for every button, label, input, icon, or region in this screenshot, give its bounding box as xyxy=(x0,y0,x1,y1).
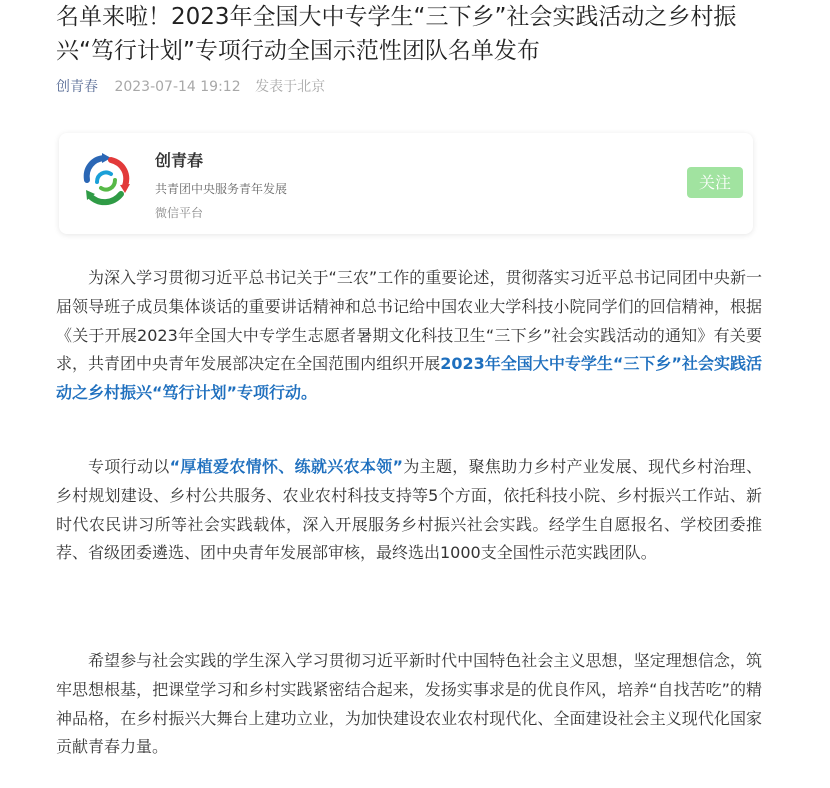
account-card[interactable] xyxy=(59,133,753,234)
follow-button[interactable]: 关注 xyxy=(687,167,743,198)
paragraph-2-before: 专项行动以 xyxy=(88,457,170,476)
author-link[interactable]: 创青春 xyxy=(56,79,98,95)
account-description: 共青团中央服务青年发展 xyxy=(155,182,288,196)
article-title: 名单来啦！2023年全国大中专学生“三下乡”社会实践活动之乡村振兴“笃行计划”专项行动全国示范性团队名单发布 xyxy=(56,4,737,64)
publish-time: 2023-07-14 19:12 xyxy=(114,79,241,95)
publish-location: 发表于北京 xyxy=(255,79,326,95)
paragraph-1-highlight: 2023年全国大中专学生“三下乡”社会实践活动之乡村振兴“笃行计划”专项行动。 xyxy=(56,354,762,403)
paragraph-1-text: 为深入学习贯彻习近平总书记关于“三农”工作的重要论述，贯彻落实习近平总书记同团中央新一届领导班子成员集体谈话的重要讲话精神和总书记给中国农业大学科技小院同学们的回信精神，根据《关于开展2023年全国大中专学生志愿者暑期文化科技卫生“三下乡”社会实践活动的通知》有关要求，共青团中央青年发展部决定在全国范围内组织开展 xyxy=(56,268,762,374)
paragraph-1 xyxy=(56,264,762,408)
article-meta xyxy=(56,77,325,97)
paragraph-2-highlight: “厚植爱农情怀、练就兴农本领” xyxy=(169,457,404,476)
paragraph-2-after: 为主题，聚焦助力乡村产业发展、现代乡村治理、乡村规划建设、乡村公共服务、农业农村科技支持等5个方面，依托科技小院、乡村振兴工作站、新时代农民讲习所等社会实践载体，深入开展服务乡村振兴社会实践。经学生自愿报名、学校团委推荐、省级团委遴选、团中央青年发展部审核，最终选出1000支全国性示范实践团队。 xyxy=(56,457,762,563)
account-platform: 微信平台 xyxy=(155,206,204,220)
paragraph-2 xyxy=(56,453,762,568)
account-name: 创青春 xyxy=(155,151,204,170)
paragraph-3: 希望参与社会实践的学生深入学习贯彻习近平新时代中国特色社会主义思想，坚定理想信念，筑牢思想根基，把课堂学习和乡村实践紧密结合起来，发扬实事求是的优良作风，培养“自找苦吃”的精神品格，在乡村振兴大舞台上建功立业，为加快建设农业农村现代化、全面建设社会主义现代化国家贡献青春力量。 xyxy=(56,651,762,757)
chuangqingchun-logo-icon xyxy=(75,150,137,212)
